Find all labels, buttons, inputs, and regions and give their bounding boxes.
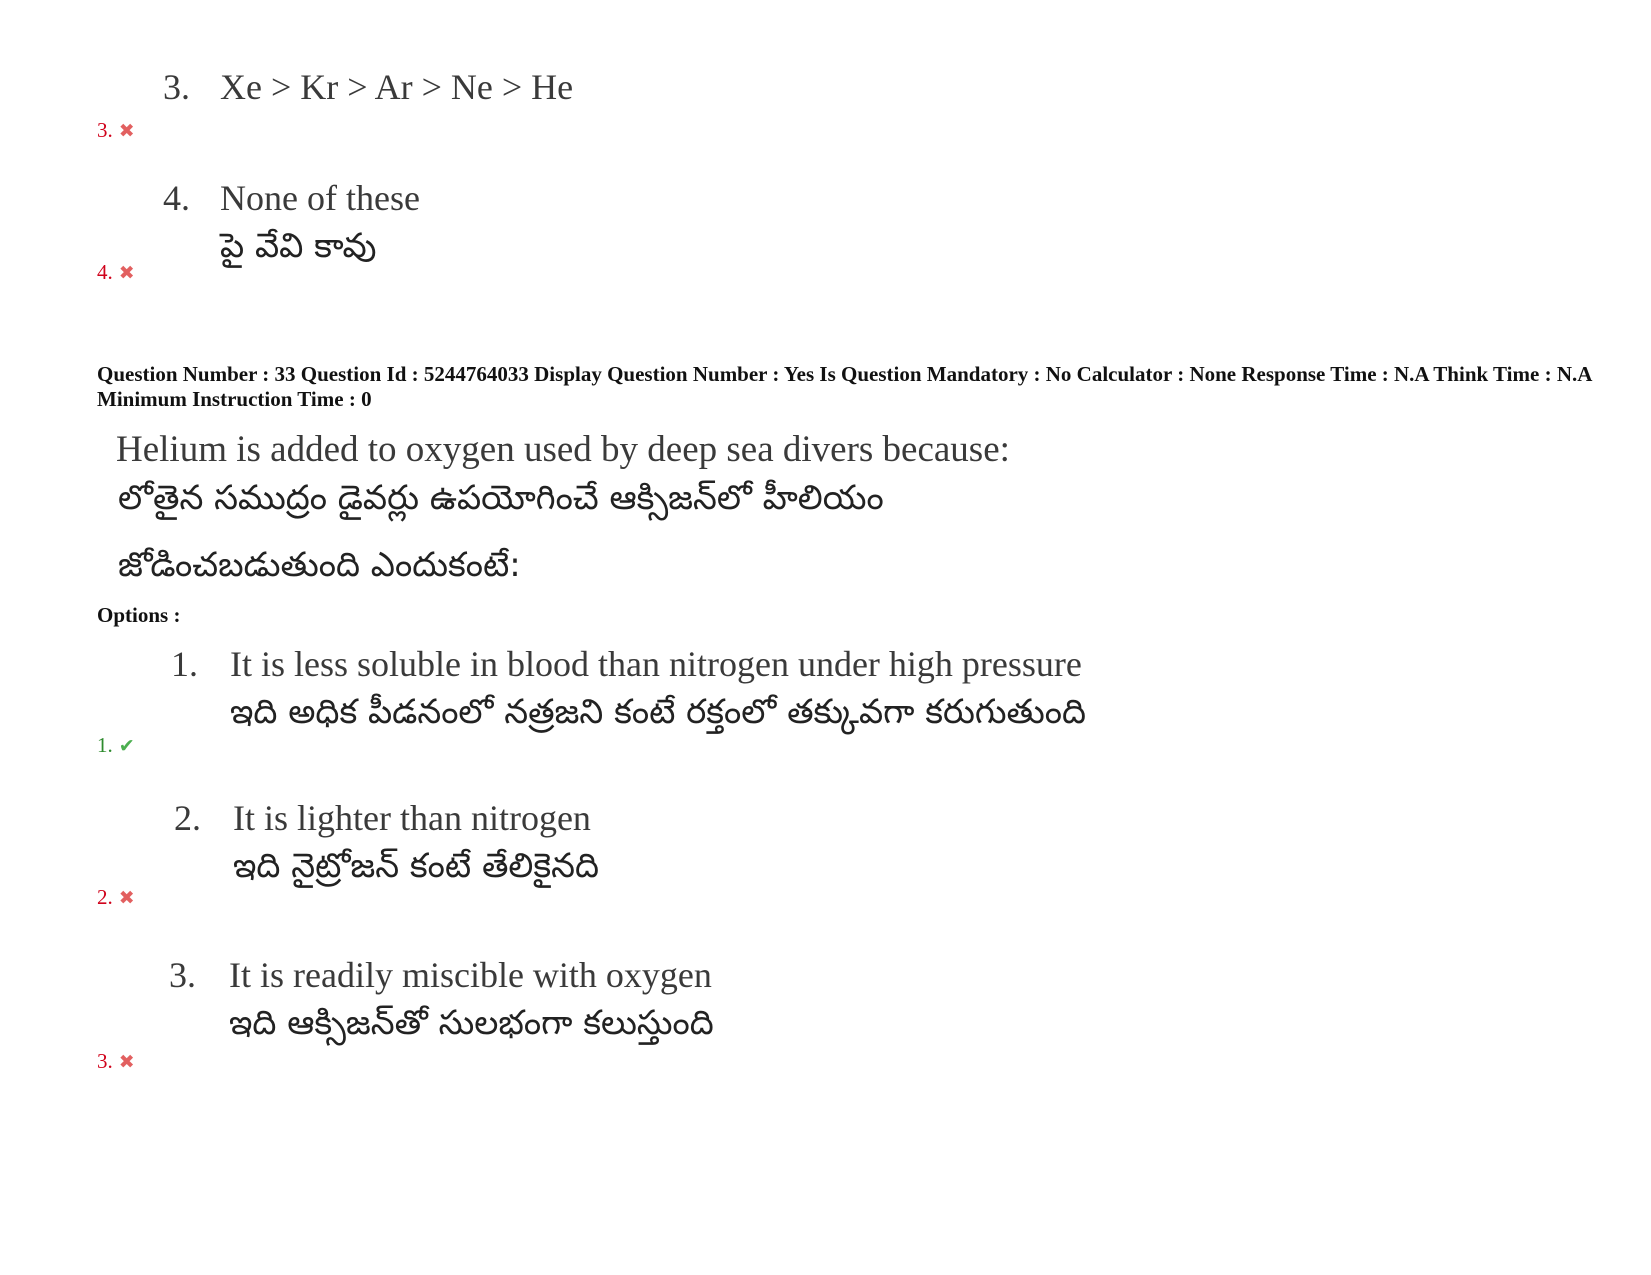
option-number: 4. [163, 178, 190, 218]
question-text-en: Helium is added to oxygen used by deep sea divers because: [116, 429, 1010, 470]
option-text-te: ఇది అధిక పీడనంలో నత్రజని కంటే రక్తంలో తక్కువగా కరుగుతుంది [230, 692, 1086, 732]
option-mark [97, 1049, 135, 1074]
option-text-te: పై వేవి కావు [220, 226, 377, 266]
mark-label: 1. [97, 733, 113, 757]
option-mark [97, 118, 135, 143]
question-text-te-line1: లోతైన సముద్రం డైవర్లు ఉపయోగించే ఆక్సిజన్‌లో హీలియం [118, 478, 884, 518]
option-text-en: It is less soluble in blood than nitrogen under high pressure [230, 644, 1082, 684]
option-text-en: It is lighter than nitrogen [233, 798, 591, 838]
cross-icon: ✖ [118, 887, 135, 909]
mark-label: 3. [97, 1049, 113, 1073]
cross-icon: ✖ [118, 120, 135, 142]
option-text-en: None of these [220, 178, 420, 218]
option-text-te: ఇది ఆక్సిజన్‌తో సులభంగా కలుస్తుంది [229, 1003, 714, 1043]
option-number: 3. [163, 67, 190, 107]
question-text-te-line2: జోడించబడుతుంది ఎందుకంటే: [118, 545, 521, 585]
option-text-en: Xe > Kr > Ar > Ne > He [220, 67, 574, 107]
option-text-te: ఇది నైట్రోజన్ కంటే తేలికైనది [233, 846, 599, 886]
option-text-en: It is readily miscible with oxygen [229, 955, 712, 995]
option-number: 1. [171, 644, 198, 684]
option-number: 2. [174, 798, 201, 838]
option-mark [97, 733, 135, 758]
check-icon: ✔ [118, 735, 135, 757]
cross-icon: ✖ [118, 1051, 135, 1073]
mark-label: 2. [97, 885, 113, 909]
mark-label: 4. [97, 260, 113, 284]
cross-icon: ✖ [118, 262, 135, 284]
options-label: Options : [97, 603, 181, 627]
option-mark [97, 260, 135, 285]
question-meta: Question Number : 33 Question Id : 5244764033 Display Question Number : Yes Is Question Mandatory : No Calculator : None Response Time : N.A Think Time : N.A Minimum Instruction Time : 0 [97, 362, 1592, 411]
option-number: 3. [169, 955, 196, 995]
mark-label: 3. [97, 118, 113, 142]
option-mark [97, 885, 135, 910]
